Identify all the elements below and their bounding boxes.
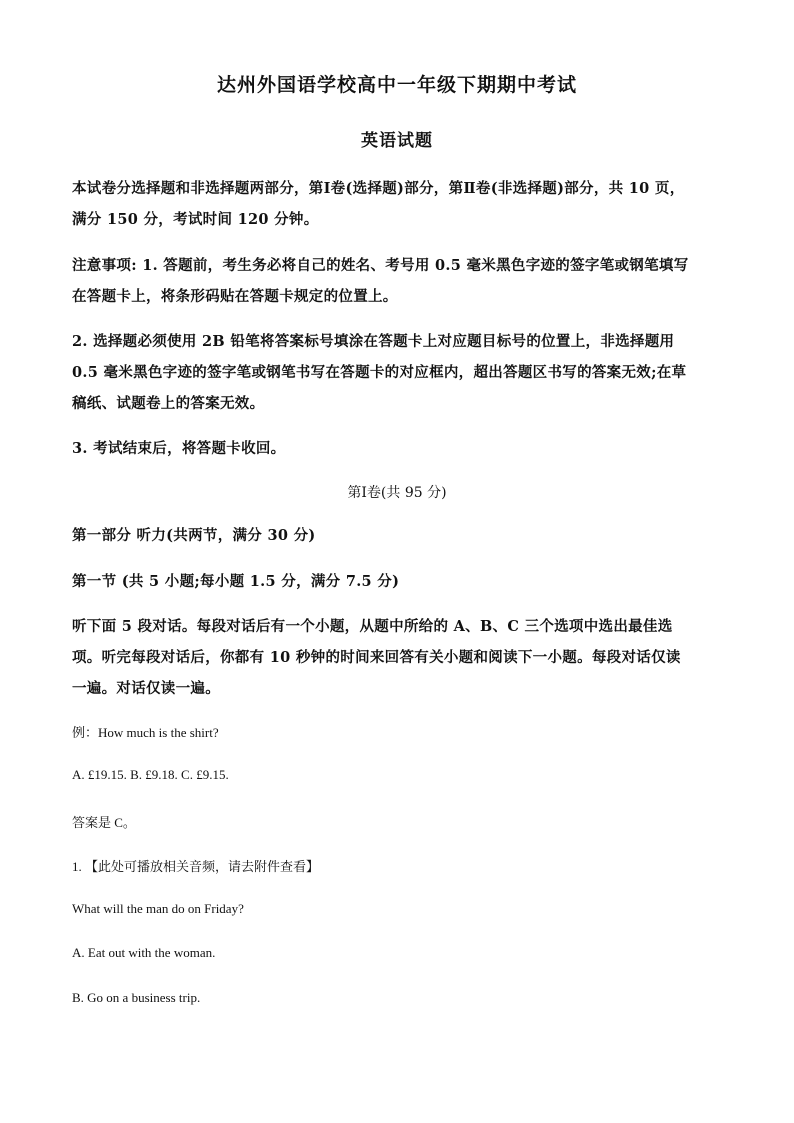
- example-options: A. £19.15. B. £9.18. C. £9.15.: [72, 767, 229, 782]
- note-2-line-3: 稿纸、试题卷上的答案无效。: [72, 395, 265, 412]
- exam-title: 达州外国语学校高中一年级下期期中考试: [216, 74, 577, 96]
- question-1-option-b: B. Go on a business trip.: [72, 990, 201, 1005]
- intro-line-2: 满分 150 分，考试时间 120 分钟。: [72, 211, 319, 228]
- note-1-line-2: 在答题卡上，将条形码贴在答题卡规定的位置上。: [72, 288, 398, 305]
- exam-subtitle: 英语试题: [361, 131, 433, 151]
- instructions-line-2: 项。听完每段对话后，你都有 10 秒钟的时间来回答有关小题和阅读下一小题。每段对话仅读: [72, 649, 681, 666]
- question-1-text: What will the man do on Friday?: [72, 901, 244, 916]
- volume-1-heading: 第Ⅰ卷(共 95 分): [347, 485, 447, 501]
- note-2-line-1: 2. 选择题必须使用 2B 铅笔将答案标号填涂在答题卡上对应题目标号的位置上，非选择题用: [72, 333, 675, 350]
- example-question: 例：How much is the shirt?: [72, 725, 219, 740]
- question-1-audio-note: 1. 【此处可播放相关音频，请去附件查看】: [72, 859, 320, 874]
- instructions-line-3: 一遍。对话仅读一遍。: [72, 680, 220, 697]
- note-2-line-2: 0.5 毫米黑色字迹的签字笔或钢笔书写在答题卡的对应框内，超出答题区书写的答案无效;在草: [72, 364, 687, 381]
- question-1-option-a: A. Eat out with the woman.: [72, 945, 216, 960]
- note-1-line-1: 注意事项: 1. 答题前，考生务必将自己的姓名、考号用 0.5 毫米黑色字迹的签字笔或钢笔填写: [72, 257, 689, 274]
- note-3-line-1: 3. 考试结束后，将答题卡收回。: [72, 440, 286, 457]
- part-1-heading: 第一部分 听力(共两节，满分 30 分): [72, 527, 316, 544]
- example-answer: 答案是 C。: [72, 815, 136, 830]
- instructions-line-1: 听下面 5 段对话。每段对话后有一个小题，从题中所给的 A、B、C 三个选项中选出最佳选: [72, 618, 673, 635]
- intro-line-1: 本试卷分选择题和非选择题两部分，第Ⅰ卷(选择题)部分，第Ⅱ卷(非选择题)部分，共 10 页，: [72, 180, 685, 197]
- section-1-heading: 第一节 (共 5 小题;每小题 1.5 分，满分 7.5 分): [72, 573, 400, 590]
